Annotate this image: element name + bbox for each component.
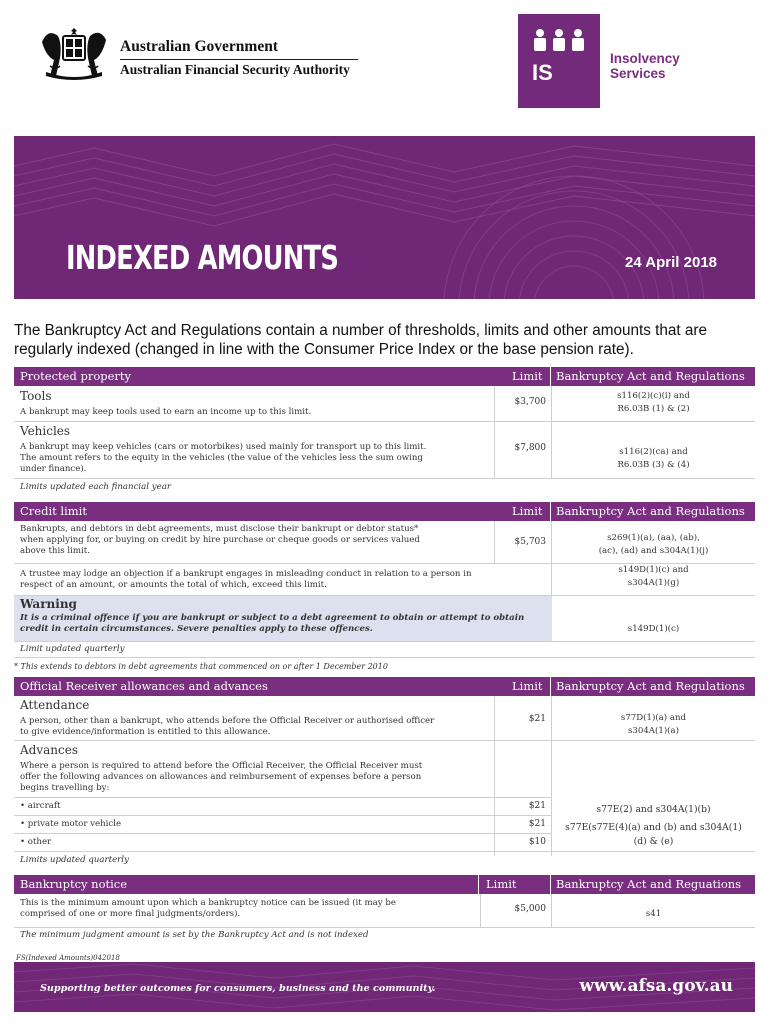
header-title: Official Receiver allowances and advances [20, 679, 268, 693]
official-receiver-table [14, 677, 755, 869]
agency-title: Australian Financial Security Authority [120, 62, 350, 77]
page-title: INDEXED AMOUNTS [66, 238, 339, 277]
insolvency-services-label [610, 51, 680, 81]
list-item: • other [20, 837, 52, 847]
credit-value: $5,703 [514, 537, 546, 547]
table-header [14, 677, 755, 696]
is-label-line2: Services [610, 66, 666, 81]
government-title: Australian Government [120, 38, 279, 55]
attendance-regulation: s77D(1)(a) and s304A(1)(a) [620, 713, 687, 736]
list-item: • private motor vehicle [20, 819, 122, 829]
publication-date: 24 April 2018 [625, 254, 717, 271]
advances-title: Advances [20, 743, 78, 757]
tools-title: Tools [20, 389, 52, 403]
header-title: Bankruptcy notice [20, 877, 128, 891]
protected-note: Limits updated each financial year [20, 482, 171, 492]
other-value: $10 [528, 837, 546, 847]
header-regulations: Bankruptcy Act and Regulations [556, 369, 745, 383]
coat-of-arms-icon [36, 22, 112, 84]
attendance-value: $21 [528, 714, 546, 724]
footer-banner [14, 962, 755, 1012]
header-regulations: Bankruptcy Act and Regulations [556, 504, 745, 518]
notice-text: This is the minimum amount upon which a bankruptcy notice can be issued (it may be comprised of one or more final judgments/orders). [20, 898, 396, 919]
notice-regulation: s41 [645, 909, 662, 919]
bankruptcy-notice-table [14, 875, 755, 945]
table-header [14, 875, 755, 894]
credit-regulation: s269(1)(a), (aa), (ab), (ac), (ad) and s304A(1)(j) [598, 533, 709, 556]
advances-text: Where a person is required to attend before the Official Receiver, the Official Receiver must offer the following advances on allowances and reimbursement of expenses before a person begins travelling by: [20, 761, 423, 793]
vehicles-regulation: s116(2)(ca) and R6.03B (3) & (4) [617, 447, 690, 470]
is-letters: IS [532, 60, 553, 85]
credit-footnote: * This extends to debtors in debt agreements that commenced on or after 1 December 2010 [14, 662, 388, 671]
warning-box [14, 596, 552, 641]
tools-value: $3,700 [514, 397, 546, 407]
three-people-icon [532, 28, 586, 52]
document-id: FS(Indexed Amounts)042018 [16, 954, 120, 962]
insolvency-services-logo [518, 14, 600, 108]
header-limit: Limit [512, 504, 543, 518]
warning-text: It is a criminal offence if you are bankrupt or subject to a debt agreement to obtain or attempt to obtain credit in certain circumstances. Severe penalties apply to these offences. [20, 613, 525, 634]
header-regulations: Bankruptcy Act and Regulations [556, 679, 745, 693]
vehicles-value: $7,800 [514, 443, 546, 453]
government-logo [36, 22, 366, 84]
tools-regulation: s116(2)(c)(i) and R6.03B (1) & (2) [617, 391, 690, 414]
official-note: Limits updated quarterly [20, 855, 129, 865]
attendance-title: Attendance [20, 698, 90, 712]
attendance-text: A person, other than a bankrupt, who attends before the Official Receiver or authorised officer to give evidence/information is entitled to this allowance. [20, 716, 435, 737]
advances-regulation: s77E(2) and s304A(1)(b) s77E(s77E(4)(a) and (b) and s304A(1) (d) & (e) [565, 804, 742, 847]
table-header [14, 367, 755, 386]
header-limit: Limit [512, 679, 543, 693]
header-title: Credit limit [20, 504, 87, 518]
title-banner [14, 136, 755, 299]
intro-paragraph: The Bankruptcy Act and Regulations contain a number of thresholds, limits and other amounts that are regularly indexed (changed in line with the Consumer Price Index or the base pension rate). [14, 322, 707, 358]
tools-text: A bankrupt may keep tools used to earn an income up to this limit. [20, 407, 312, 417]
table-header [14, 502, 755, 521]
vehicles-title: Vehicles [20, 424, 71, 438]
footer-tagline: Supporting better outcomes for consumers, business and the community. [40, 983, 436, 994]
header-limit: Limit [512, 369, 543, 383]
header-title: Protected property [20, 369, 132, 383]
website-link[interactable]: www.afsa.gov.au [579, 976, 733, 996]
header-regulations: Bankruptcy Act and Reguations [556, 877, 742, 891]
motor-vehicle-value: $21 [528, 819, 546, 829]
aircraft-value: $21 [528, 801, 546, 811]
divider [120, 59, 358, 60]
protected-property-table [14, 367, 755, 495]
notice-value: $5,000 [514, 904, 546, 914]
warning-regulation: s149D(1)(c) [627, 624, 680, 634]
credit-limit-table [14, 502, 755, 678]
notice-note: The minimum judgment amount is set by the Bankruptcy Act and is not indexed [20, 930, 369, 940]
credit-note: Limit updated quarterly [20, 644, 125, 654]
is-label-line1: Insolvency [610, 51, 680, 66]
warning-title: Warning [20, 597, 77, 611]
header-limit: Limit [486, 877, 517, 891]
trustee-regulation: s149D(1)(c) and s304A(1)(g) [618, 565, 689, 588]
credit-text: Bankrupts, and debtors in debt agreements, must disclose their bankrupt or debtor status* when applying for, or buying on credit by hire purchase or cheque goods or services valued above this limit. [20, 524, 420, 556]
vehicles-text: A bankrupt may keep vehicles (cars or motorbikes) used mainly for transport up to this limit. The amount refers to the equity in the vehicles (the value of the vehicles less the sum owing under finance). [20, 442, 427, 474]
trustee-text: A trustee may lodge an objection if a bankrupt engages in misleading conduct in relation to a person in respect of an amount, or amounts the total of which, exceed this limit. [20, 569, 472, 590]
list-item: • aircraft [20, 801, 61, 811]
